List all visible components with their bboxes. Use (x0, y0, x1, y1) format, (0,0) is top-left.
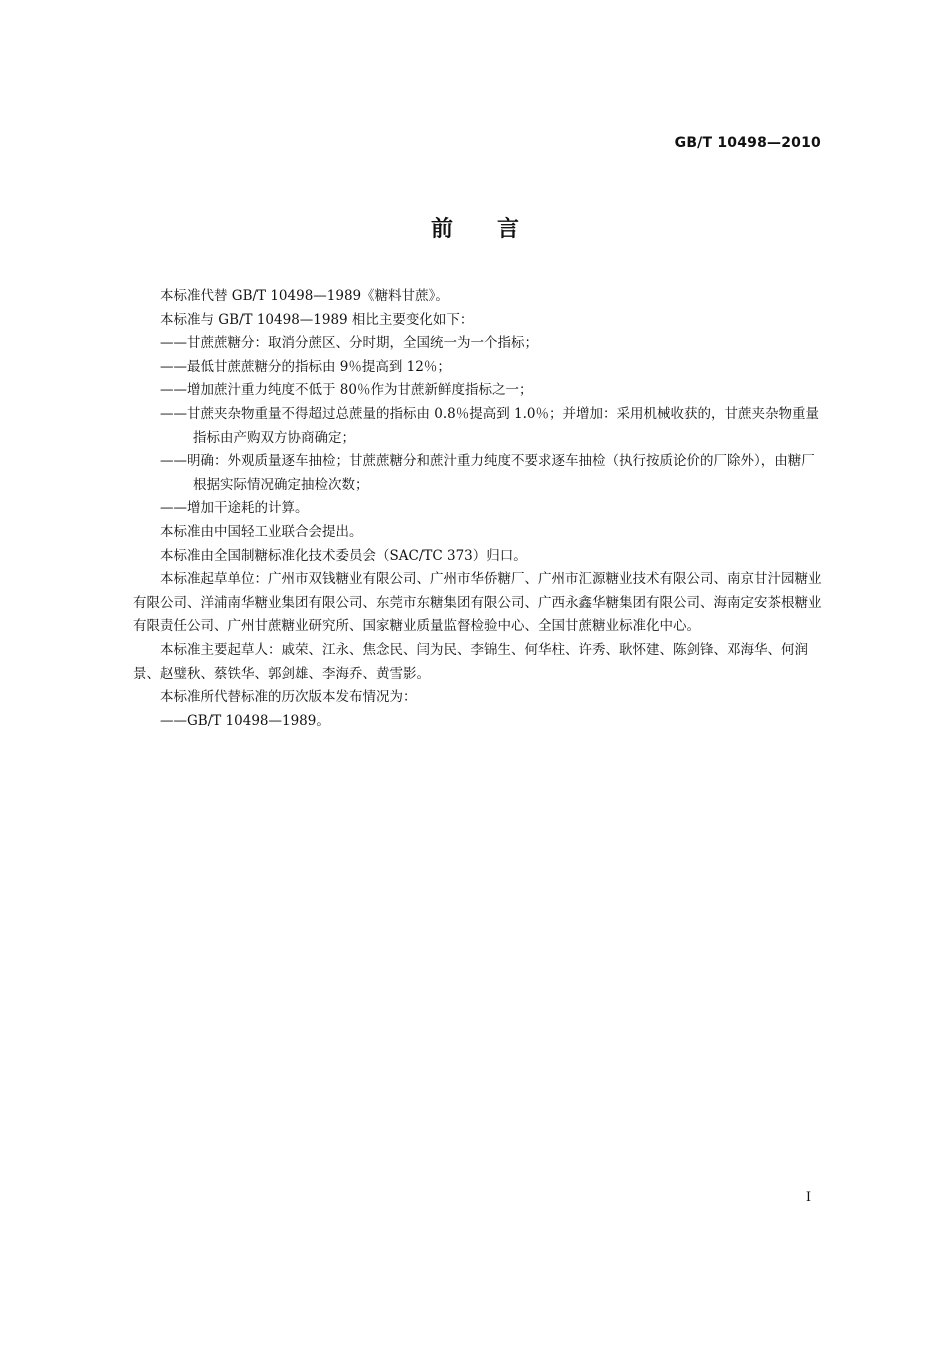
paragraph-drafters: 本标准主要起草人：戚荣、江永、焦念民、闫为民、李锦生、何华柱、许秀、耿怀建、陈剑锋、邓海华、何润景、赵璧秋、蔡铁华、郭剑雄、李海乔、黄雪影。 (133, 641, 808, 682)
change-item: ——增加干途耗的计算。 (160, 500, 309, 517)
paragraph-drafting-units: 本标准起草单位：广州市双钱糖业有限公司、广州市华侨糖厂、广州市汇源糖业技术有限公司、南京甘汁园糖业有限公司、洋浦南华糖业集团有限公司、东莞市东糖集团有限公司、广西永鑫华糖集团有限公司、海南定安茶根糖业有限责任公司、广州甘蔗糖业研究所、国家糖业质量监督检验中心、全国甘蔗糖业标准化中心。 (133, 571, 822, 635)
change-item: ——增加蔗汁重力纯度不低于 80％作为甘蔗新鲜度指标之一； (160, 382, 533, 399)
page-title: 前言 (430, 217, 563, 242)
paragraph-changes-intro: 本标准与 GB/T 10498—1989 相比主要变化如下： (160, 311, 474, 328)
paragraph-committee: 本标准由全国制糖标准化技术委员会（SAC/TC 373）归口。 (160, 547, 527, 564)
paragraph-history-intro: 本标准所代替标准的历次版本发布情况为： (160, 689, 417, 706)
change-item: ——最低甘蔗蔗糖分的指标由 9％提高到 12％； (160, 358, 451, 375)
page-number: I (805, 1190, 811, 1205)
paragraph-history-item: ——GB/T 10498—1989。 (160, 712, 330, 729)
change-item: ——甘蔗蔗糖分：取消分蔗区、分时期，全国统一为一个指标； (160, 335, 538, 352)
paragraph-replaces: 本标准代替 GB/T 10498—1989《糖料甘蔗》。 (160, 288, 449, 304)
change-item: ——明确：外观质量逐车抽检；甘蔗蔗糖分和蔗汁重力纯度不要求逐车抽检（执行按质论价的厂除外），由糖厂根据实际情况确定抽检次数； (160, 453, 815, 493)
standard-code: GB/T 10498—2010 (674, 135, 821, 151)
foreword-body (133, 285, 823, 733)
paragraph-proposer: 本标准由中国轻工业联合会提出。 (160, 523, 363, 540)
change-item: ——甘蔗夹杂物重量不得超过总蔗量的指标由 0.8％提高到 1.0％；并增加：采用机械收获的，甘蔗夹杂物重量指标由产购双方协商确定； (160, 405, 820, 446)
